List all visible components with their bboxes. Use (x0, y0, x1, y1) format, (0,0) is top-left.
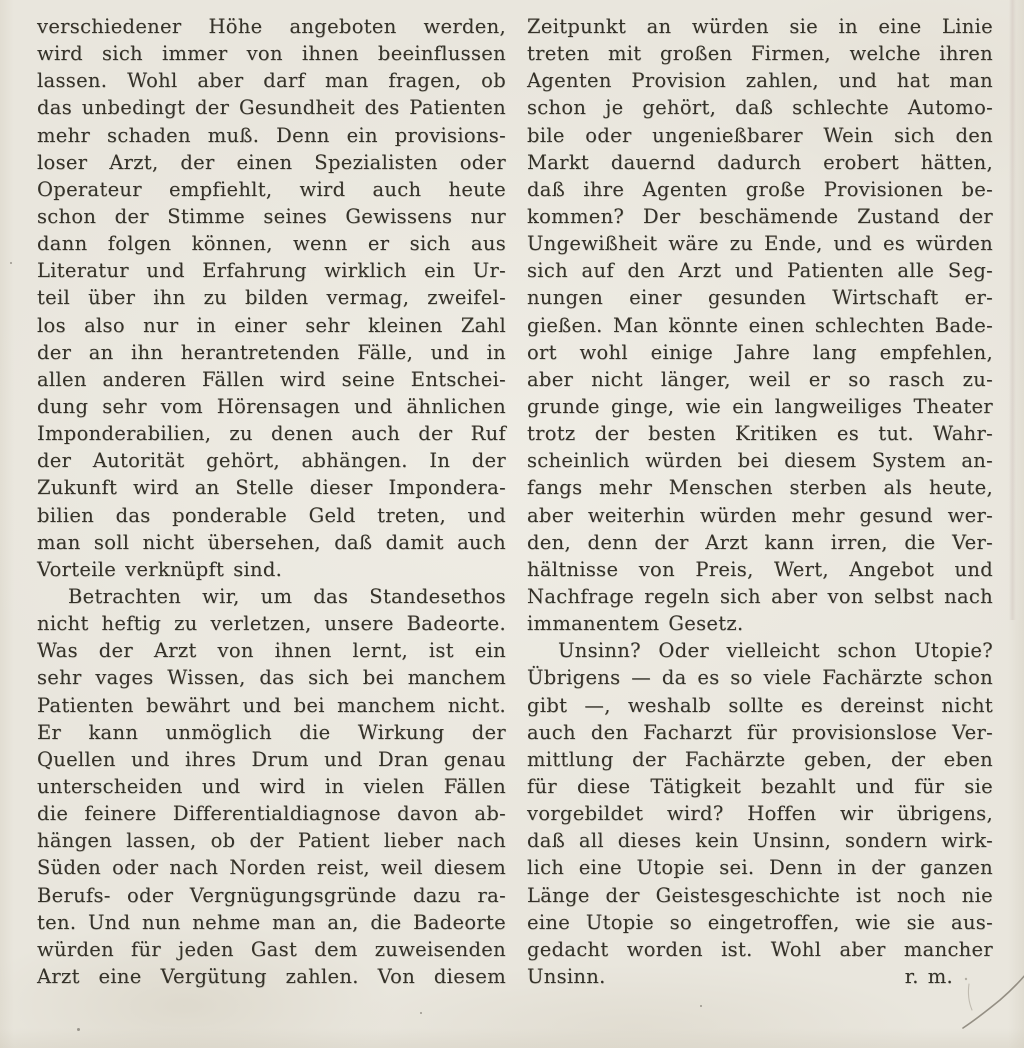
text-line: vorgebildet wird? Hoffen wir übrigens, (527, 802, 993, 826)
text-line: grunde ginge, wie ein langweiliges Theater (527, 394, 993, 418)
text-line: für diese Tätigkeit bezahlt und für sie (527, 774, 993, 798)
paper-speck (420, 1012, 422, 1014)
text-line: dann folgen können, wenn er sich aus (37, 232, 506, 256)
text-line: hältnisse von Preis, Wert, Angebot und (527, 557, 993, 581)
text-line: treten mit großen Firmen, welche ihren (527, 42, 993, 66)
text-line: teil über ihn zu bilden vermag, zweifel- (37, 286, 506, 310)
text-line: schon der Stimme seines Gewissens nur (37, 204, 506, 228)
text-line: allen anderen Fällen wird seine Entschei- (37, 367, 506, 391)
text-line: Was der Arzt von ihnen lernt, ist ein (37, 639, 506, 663)
text-line: Berufs- oder Vergnügungsgründe dazu ra- (37, 883, 506, 907)
author-initials: r. m. (904, 964, 953, 988)
paper-speck (77, 1028, 80, 1031)
text-line: los also nur in einer sehr kleinen Zahl (37, 313, 506, 337)
text-line: der Autorität gehört, abhängen. In der (37, 449, 506, 473)
text-line: Imponderabilien, zu denen auch der Ruf (37, 422, 506, 446)
text-line: Unsinn? Oder vielleicht schon Utopie? (558, 639, 993, 663)
text-line: aber nicht länger, weil er so rasch zu- (527, 367, 993, 391)
text-line: auch den Facharzt für provisionslose Ver- (527, 720, 993, 744)
text-line: den, denn der Arzt kann irren, die Ver- (527, 530, 993, 554)
text-line: Betrachten wir, um das Standesethos (68, 584, 506, 608)
text-line: Länge der Geistesgeschichte ist noch nie (527, 883, 993, 907)
text-line: mehr schaden muß. Denn ein provisions- (37, 123, 506, 147)
text-line: ten. Und nun nehme man an, die Badeorte (37, 910, 506, 934)
text-line: sehr vages Wissen, das sich bei manchem (37, 666, 506, 690)
text-line: kommen? Der beschämende Zustand der (527, 204, 993, 228)
text-line: fangs mehr Menschen sterben als heute, (527, 476, 993, 500)
text-line: man soll nicht übersehen, daß damit auch (37, 530, 506, 554)
text-line: Markt dauernd dadurch erobert hätten, (527, 150, 993, 174)
paragraph-text: Unsinn. (527, 964, 606, 988)
text-line: Ungewißheit wäre zu Ende, und es würden (527, 232, 993, 256)
text-column-right (527, 13, 993, 990)
text-line: die feinere Differentialdiagnose davon ab- (37, 802, 506, 826)
text-line: der an ihn herantretenden Fälle, und in (37, 340, 506, 364)
text-line: Patienten bewährt und bei manchem nicht. (37, 693, 506, 717)
text-line: Süden oder nach Norden reist, weil diesem (37, 856, 506, 880)
text-line: aber weiterhin würden mehr gesund wer- (527, 503, 993, 527)
page-edge-shadow (1009, 0, 1016, 620)
text-line: Übrigens — da es so viele Fachärzte schon (527, 666, 993, 690)
text-line: ort wohl einige Jahre lang empfehlen, (527, 340, 993, 364)
paper-speck (10, 262, 12, 264)
text-line: Zeitpunkt an würden sie in eine Linie (527, 15, 993, 38)
text-line: lich eine Utopie sei. Denn in der ganzen (527, 856, 993, 880)
text-line: lassen. Wohl aber darf man fragen, ob (37, 69, 506, 93)
text-line: Agenten Provision zahlen, und hat man (527, 69, 993, 93)
text-line: mittlung der Fachärzte geben, der eben (527, 747, 993, 771)
text-line: Nachfrage regeln sich aber von selbst nach (527, 584, 993, 608)
text-line: eine Utopie so eingetroffen, wie sie aus- (527, 910, 993, 934)
text-line: unterscheiden und wird in vielen Fällen (37, 774, 506, 798)
text-line: Er kann unmöglich die Wirkung der (37, 720, 506, 744)
text-line: hängen lassen, ob der Patient lieber nach (37, 829, 506, 853)
text-column-left (37, 13, 506, 990)
text-line: Zukunft wird an Stelle dieser Impondera- (37, 476, 506, 500)
text-line: Operateur empfiehlt, wird auch heute (37, 177, 506, 201)
text-line: scheinlich würden bei diesem System an- (527, 449, 993, 473)
text-line: sich auf den Arzt und Patienten alle Seg- (527, 259, 993, 283)
text-line: bile oder ungenießbarer Wein sich den (527, 123, 993, 147)
text-line: Quellen und ihres Drum und Dran genau (37, 747, 506, 771)
text-line: Arzt eine Vergütung zahlen. Von diesem (37, 964, 506, 988)
text-line: wird sich immer von ihnen beeinflussen (37, 42, 506, 66)
text-line: schon je gehört, daß schlechte Automo- (527, 96, 993, 120)
paper-speck (700, 1005, 702, 1007)
text-line: gießen. Man könnte einen schlechten Bade- (527, 313, 993, 337)
text-line: dung sehr vom Hörensagen und ähnlichen (37, 394, 506, 418)
text-line (527, 963, 993, 990)
text-line: Literatur und Erfahrung wirklich ein Ur- (37, 259, 506, 283)
text-line: gibt —, weshalb sollte es dereinst nicht (527, 693, 993, 717)
text-line: Vorteile verknüpft sind. (37, 557, 283, 581)
text-line: daß ihre Agenten große Provisionen be- (527, 177, 993, 201)
text-line: verschiedener Höhe angeboten werden, (37, 15, 506, 38)
text-line: immanentem Gesetz. (527, 612, 744, 636)
text-line: nicht heftig zu verletzen, unsere Badeorte. (37, 612, 506, 636)
text-line: gedacht worden ist. Wohl aber mancher (527, 937, 993, 961)
text-line: bilien das ponderable Geld treten, und (37, 503, 506, 527)
text-line: würden für jeden Gast dem zuweisenden (37, 937, 506, 961)
text-line: das unbedingt der Gesundheit des Patienten (37, 96, 506, 120)
text-line: nungen einer gesunden Wirtschaft er- (527, 286, 993, 310)
text-line: daß all dieses kein Unsinn, sondern wirk- (527, 829, 993, 853)
text-line: trotz der besten Kritiken es tut. Wahr- (527, 422, 993, 446)
text-line: loser Arzt, der einen Spezialisten oder (37, 150, 506, 174)
